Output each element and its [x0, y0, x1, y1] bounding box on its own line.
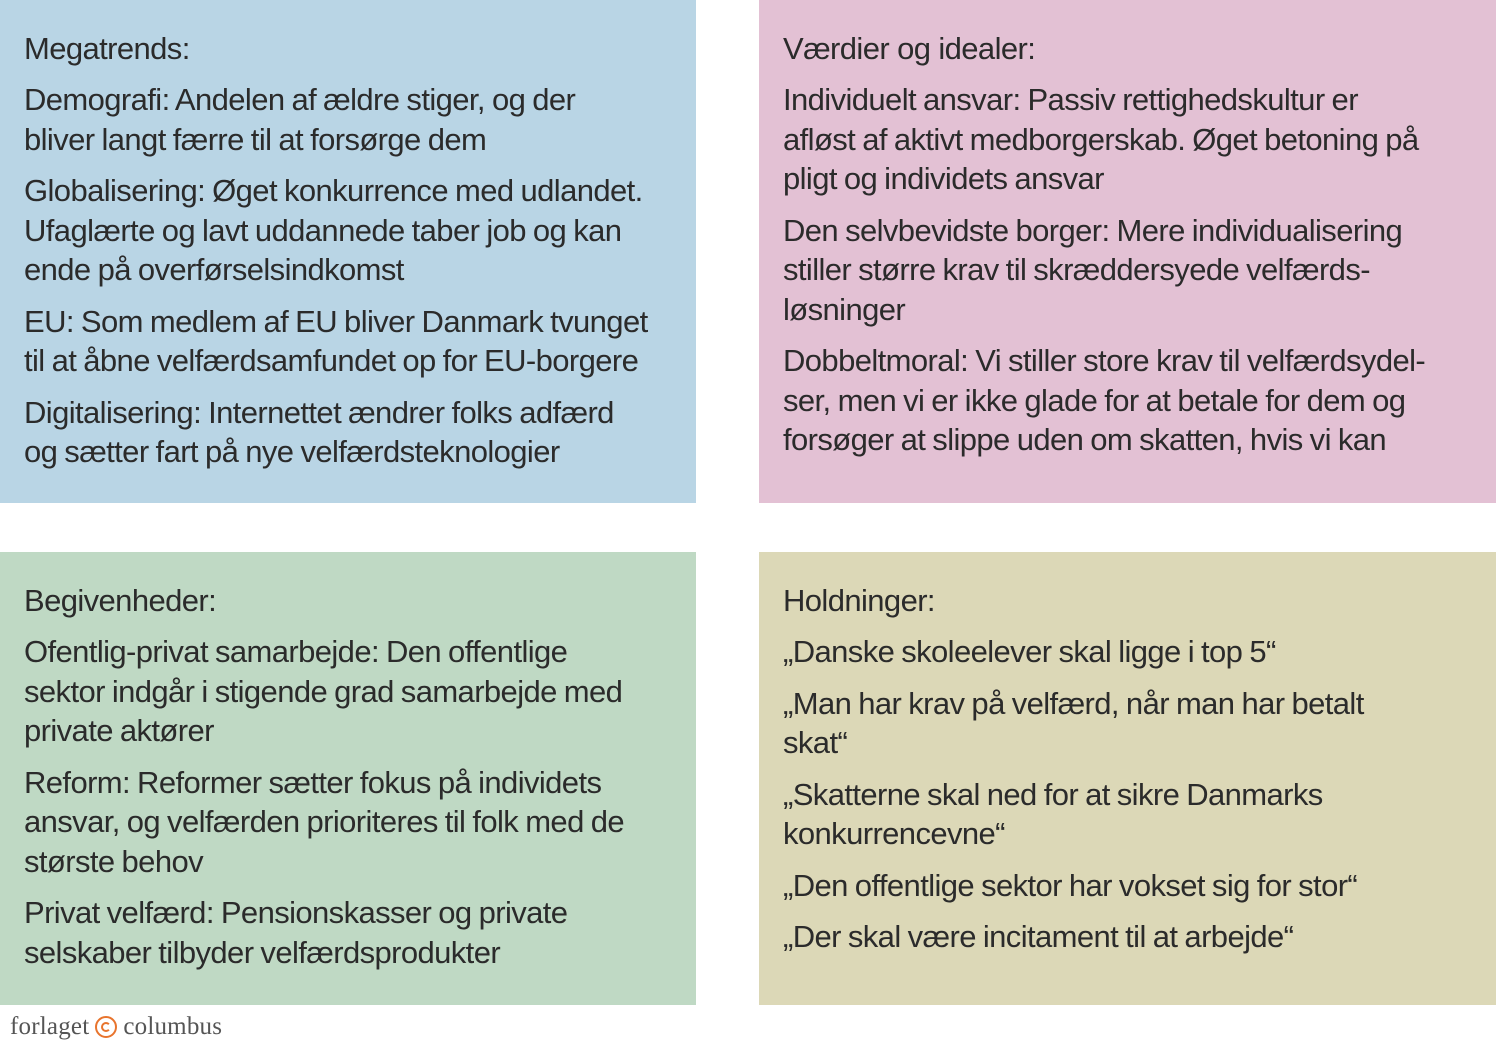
- megatrends-item-line: Digitalisering: Internettet ændrer folks adfærd: [24, 394, 614, 430]
- holdninger-item: [783, 684, 1472, 763]
- begivenheder-item-line: sektor indgår i stigende grad samarbejde med: [24, 673, 623, 709]
- megatrends-box: [0, 0, 696, 503]
- holdninger-item-line: „Man har krav på velfærd, når man har betalt: [783, 685, 1364, 721]
- holdninger-item: [783, 917, 1472, 957]
- vaerdier-item-line: Den selvbevidste borger: Mere individualisering: [783, 212, 1403, 248]
- megatrends-item: [24, 302, 672, 381]
- forlaget-columbus-logo: [10, 1010, 222, 1044]
- begivenheder-item-line: selskaber tilbyder velfærdsprodukter: [24, 934, 501, 970]
- megatrends-item-line: EU: Som medlem af EU bliver Danmark tvunget: [24, 303, 648, 339]
- vaerdier-item: [783, 341, 1472, 460]
- holdninger-item: [783, 866, 1472, 906]
- megatrends-item: [24, 393, 672, 472]
- vaerdier-item-line: løsninger: [783, 291, 906, 327]
- megatrends-item-line: Ufaglærte og lavt uddannede taber job og kan: [24, 212, 622, 248]
- megatrends-item-line: ende på overførselsindkomst: [24, 252, 404, 287]
- vaerdier-og-idealer-items: [783, 80, 1472, 460]
- holdninger-item: [783, 775, 1472, 854]
- megatrends-item-line: bliver langt færre til at forsørge dem: [24, 121, 487, 157]
- megatrends-item: [24, 171, 672, 290]
- vaerdier-item-line: ser, men vi er ikke glade for at betale for dem og: [783, 382, 1406, 418]
- vaerdier-item-line: afløst af aktivt medborgerskab. Øget betoning på: [783, 121, 1419, 157]
- begivenheder-item-line: største behov: [24, 843, 204, 879]
- begivenheder-item-line: private aktører: [24, 713, 214, 748]
- vaerdier-item: [783, 211, 1472, 330]
- vaerdier-item-line: pligt og individets ansvar: [783, 161, 1104, 196]
- megatrends-item-line: og sætter fart på nye velfærdsteknologier: [24, 434, 560, 469]
- holdninger-item: [783, 632, 1472, 672]
- holdninger-item-line: „Den offentlige sektor har vokset sig for stor“: [783, 867, 1358, 903]
- megatrends-item-line: Globalisering: Øget konkurrence med udlandet.: [24, 173, 643, 208]
- begivenheder-item-line: Ofentlig-privat samarbejde: Den offentlige: [24, 634, 568, 669]
- logo-text-forlaget: forlaget: [10, 1013, 90, 1040]
- vaerdier-item-line: forsøger at slippe uden om skatten, hvis vi kan: [783, 422, 1387, 457]
- megatrends-items: [24, 80, 672, 472]
- begivenheder-title: Begivenheder:: [24, 583, 217, 618]
- logo-text-columbus: columbus: [123, 1013, 223, 1040]
- vaerdier-og-idealer-box: [759, 0, 1496, 503]
- vaerdier-item-line: stiller større krav til skræddersyede velfærds-: [783, 252, 1370, 287]
- begivenheder-item-line: ansvar, og velfærden prioriteres til folk med de: [24, 804, 625, 839]
- megatrends-item-line: Demografi: Andelen af ældre stiger, og der: [24, 82, 576, 117]
- vaerdier-item-line: Dobbeltmoral: Vi stiller store krav til velfærdsydel-: [783, 343, 1426, 378]
- vaerdier-item: [783, 80, 1472, 199]
- holdninger-item-line: „Skatterne skal ned for at sikre Danmarks: [783, 776, 1323, 812]
- begivenheder-items: [24, 632, 672, 972]
- holdninger-item-line: konkurrencevne“: [783, 816, 1005, 851]
- begivenheder-item: [24, 893, 672, 972]
- begivenheder-box: [0, 552, 696, 1005]
- vaerdier-item-line: Individuelt ansvar: Passiv rettighedskultur er: [783, 82, 1358, 117]
- copyright-c-icon: [95, 1016, 117, 1038]
- holdninger-item-line: „Der skal være incitament til at arbejde“: [783, 919, 1294, 954]
- vaerdier-og-idealer-title: Værdier og idealer:: [783, 31, 1036, 66]
- holdninger-items: [783, 632, 1472, 957]
- holdninger-item-line: skat“: [783, 725, 848, 760]
- begivenheder-item-line: Privat velfærd: Pensionskasser og private: [24, 895, 568, 930]
- holdninger-box: [759, 552, 1496, 1005]
- begivenheder-item: [24, 632, 672, 751]
- megatrends-item: [24, 80, 672, 159]
- megatrends-title: Megatrends:: [24, 31, 190, 66]
- megatrends-item-line: til at åbne velfærdsamfundet op for EU-borgere: [24, 343, 639, 378]
- begivenheder-item: [24, 763, 672, 882]
- holdninger-title: Holdninger:: [783, 583, 935, 618]
- holdninger-item-line: „Danske skoleelever skal ligge i top 5“: [783, 634, 1276, 669]
- begivenheder-item-line: Reform: Reformer sætter fokus på individets: [24, 764, 602, 800]
